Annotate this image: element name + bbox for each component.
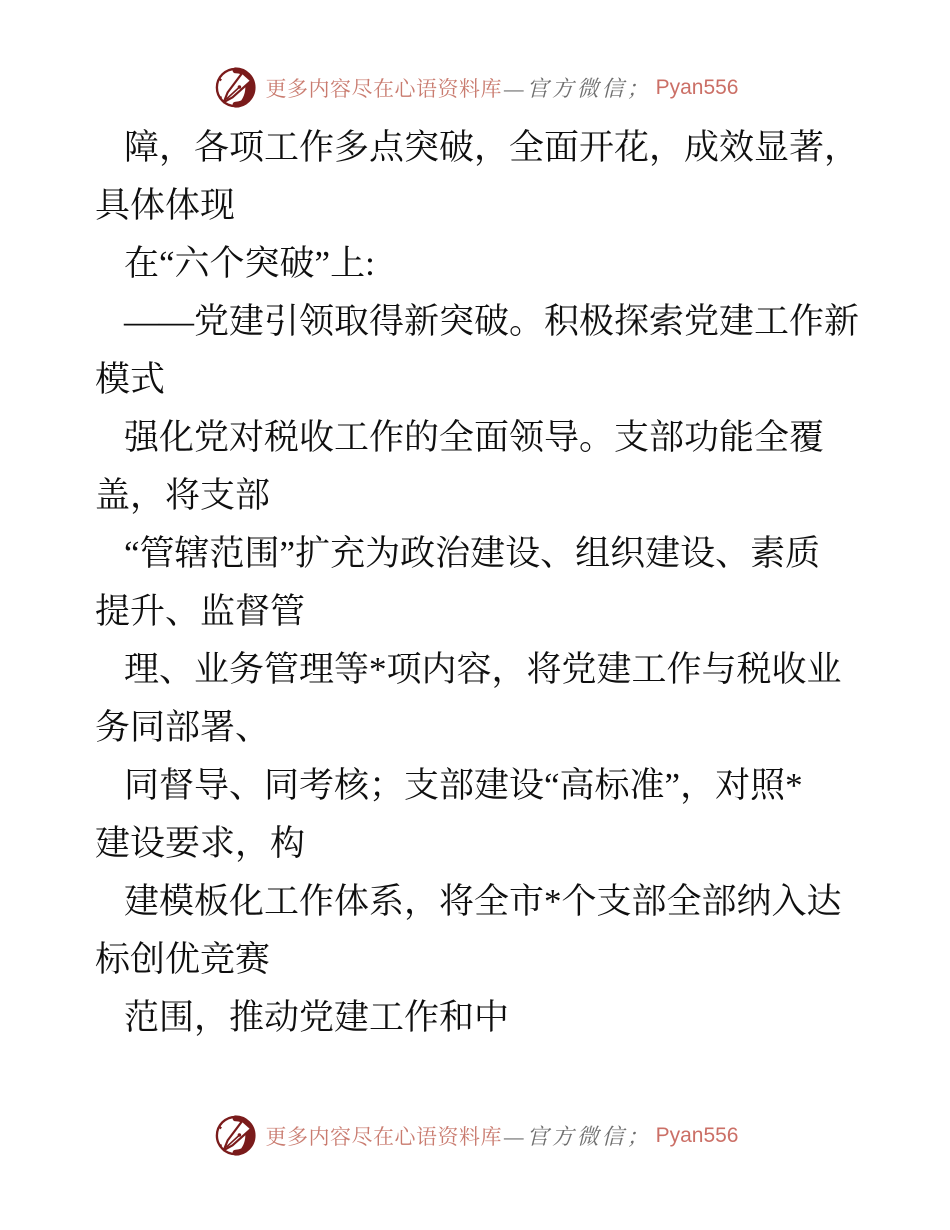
- document-body: [95, 119, 885, 1047]
- body-line: 具体体现: [95, 186, 236, 225]
- body-line: 理、业务管理等*项内容，将党建工作与税收业: [124, 650, 842, 689]
- pen-logo-icon: [212, 1112, 259, 1159]
- body-line: 同督导、同考核；支部建设“高标准”，对照*: [124, 766, 803, 805]
- brand-text: 更多内容尽在心语资料库: [265, 76, 503, 101]
- body-line: “管辖范围”扩充为政治建设、组织建设、素质: [124, 534, 821, 573]
- header-banner: [0, 64, 950, 111]
- body-line: 提升、监督管: [95, 592, 306, 631]
- body-line: 务同部署、: [95, 708, 271, 747]
- body-line: 模式: [95, 360, 166, 399]
- brand-text: 更多内容尽在心语资料库: [265, 1124, 503, 1149]
- body-line: 障，各项工作多点突破，全面开花，成效显著，: [124, 128, 860, 167]
- body-line: 建模板化工作体系，将全市*个支部全部纳入达: [124, 882, 842, 921]
- wechat-label: —官方微信；: [504, 76, 652, 101]
- body-line: ——党建引领取得新突破。积极探索党建工作新: [124, 302, 860, 341]
- pen-logo-icon: [212, 64, 259, 111]
- body-line: 盖，将支部: [95, 476, 271, 515]
- body-line: 强化党对税收工作的全面领导。支部功能全覆: [124, 418, 825, 457]
- body-line: 在“六个突破”上:: [124, 244, 375, 283]
- wechat-label: —官方微信；: [504, 1124, 652, 1149]
- wechat-id: Pyan556: [655, 75, 739, 99]
- body-line: 标创优竞赛: [95, 940, 271, 979]
- body-line: 范围，推动党建工作和中: [124, 998, 510, 1037]
- body-line: 建设要求，构: [95, 824, 306, 863]
- footer-banner: [0, 1112, 950, 1159]
- wechat-id: Pyan556: [655, 1123, 739, 1147]
